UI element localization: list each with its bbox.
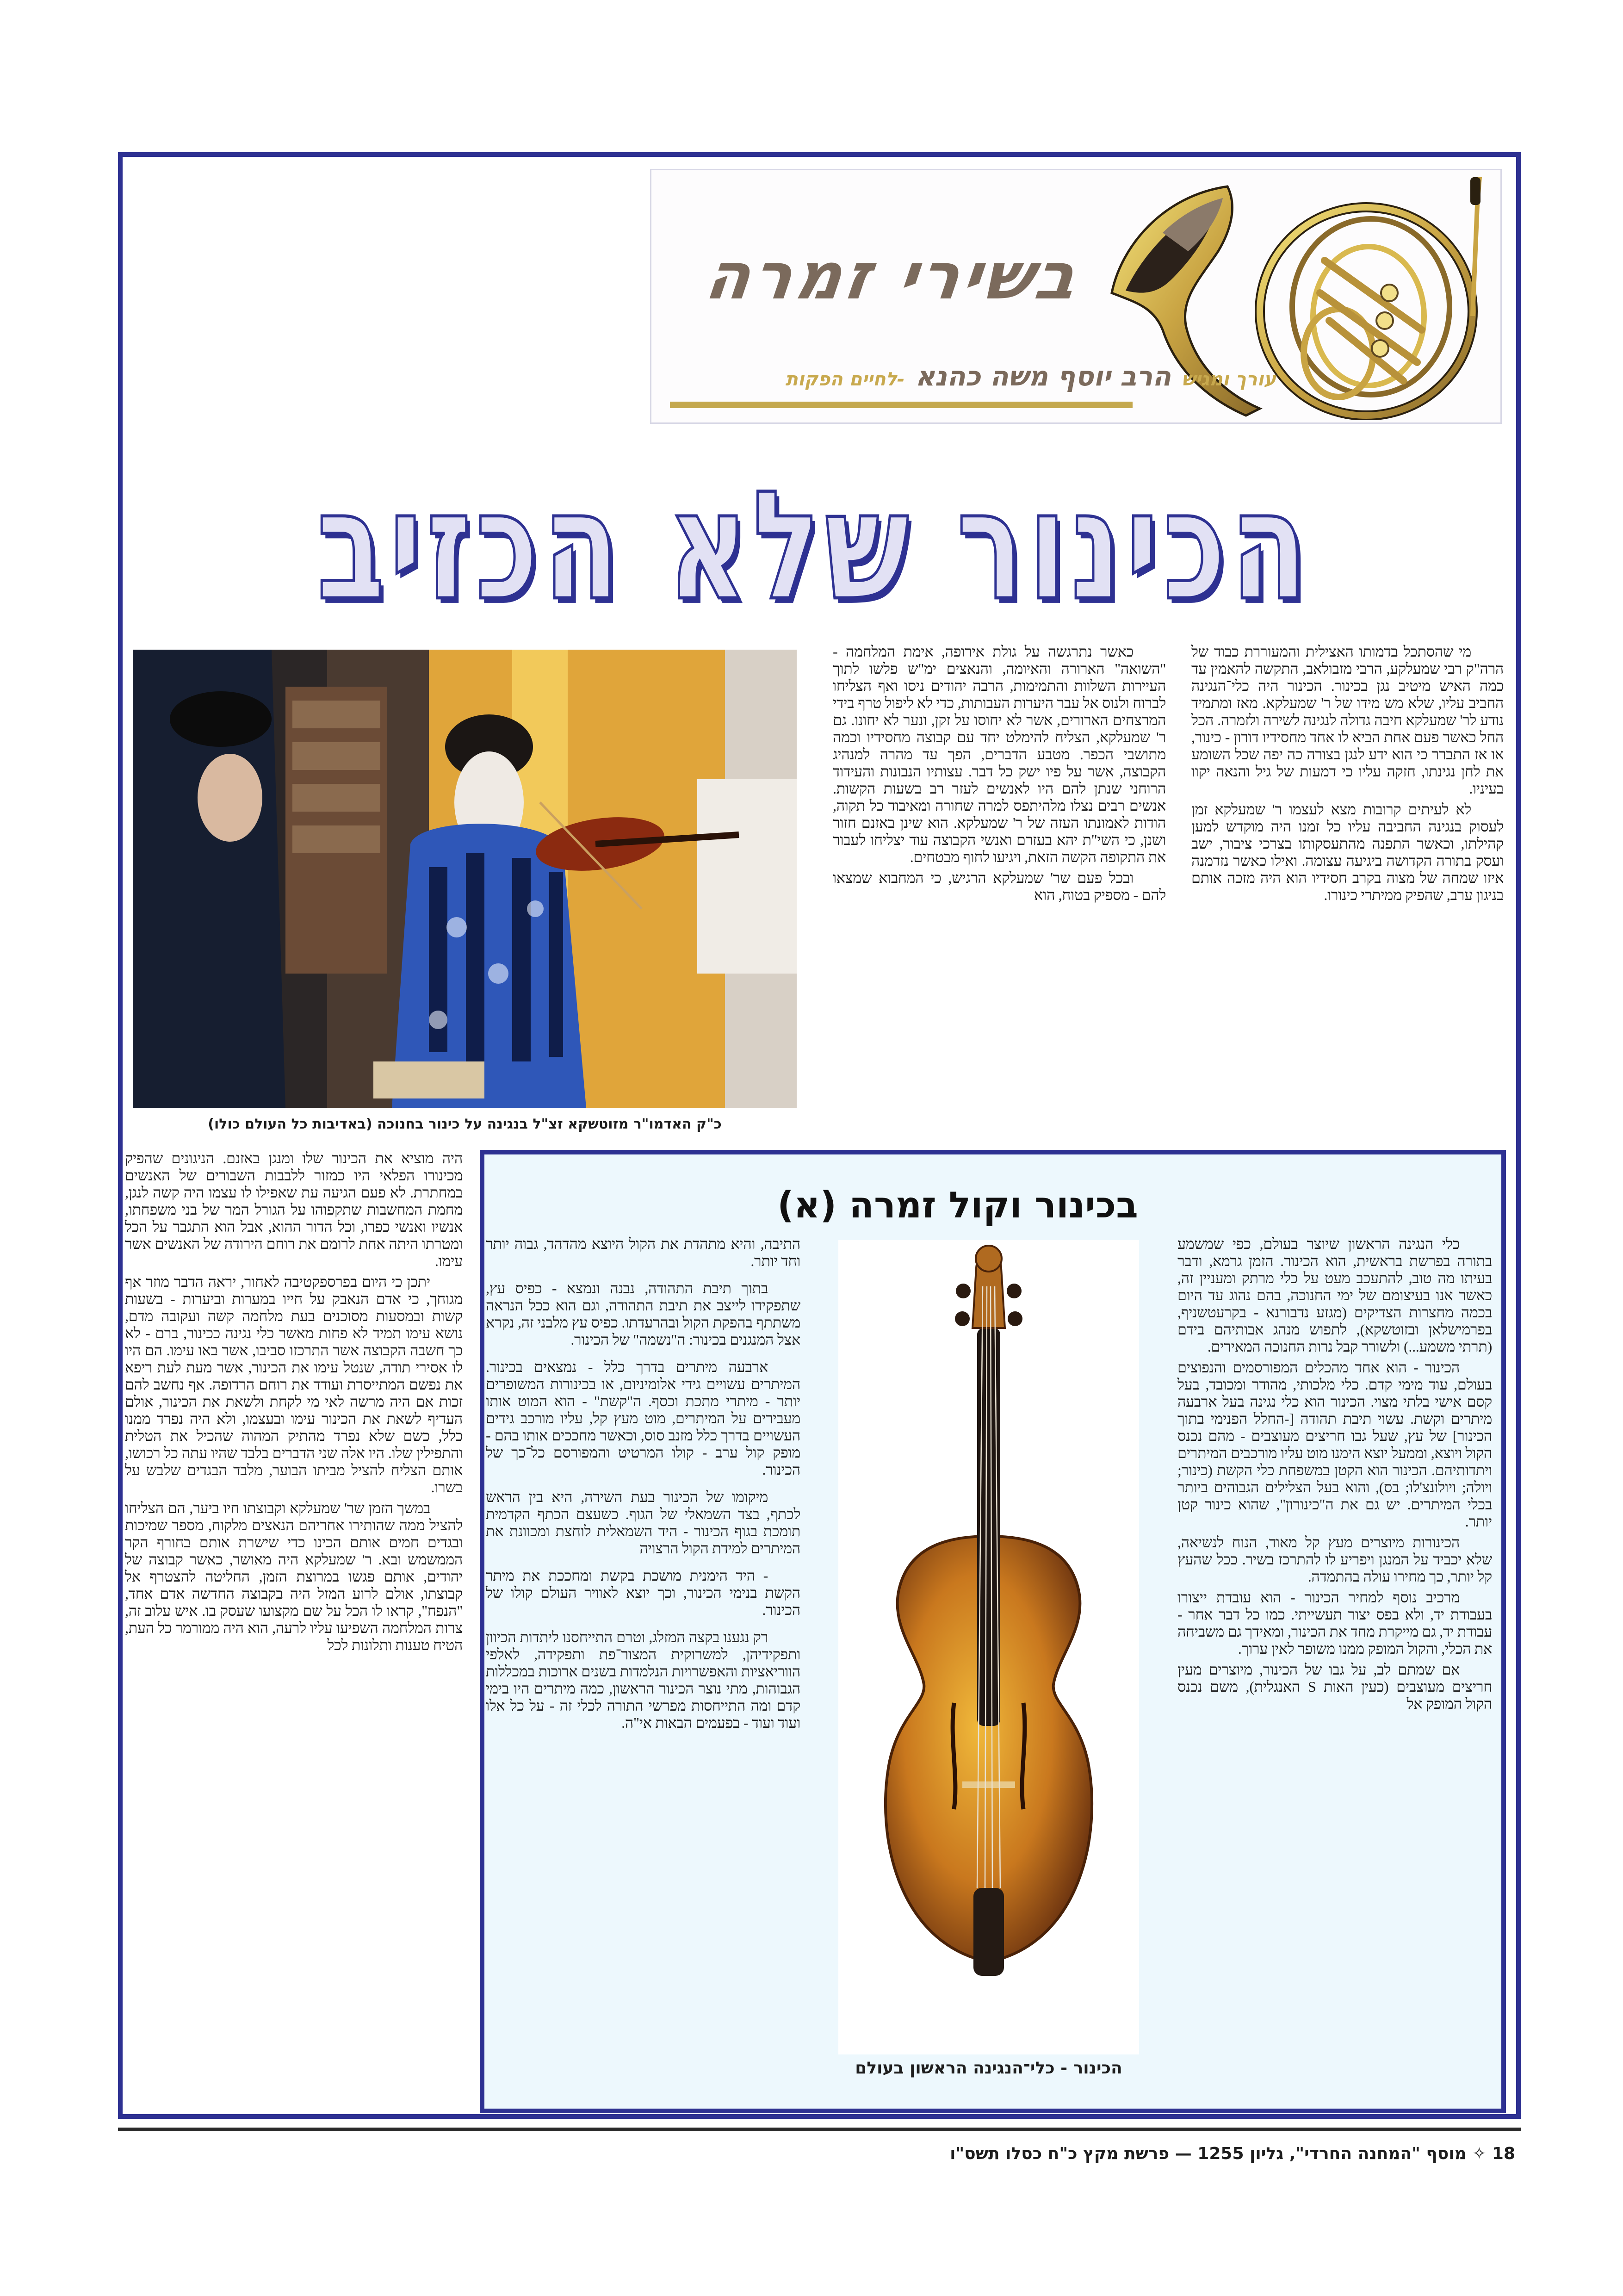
logo-byline xyxy=(661,358,1276,402)
paragraph: רק נגענו בקצה המזלג, וטרם התייחסנו ליתדות הכיוון ותפקידיהן, למשרוקית המצור־פת ותפקידה, לאלפי הווריאציות והאפשרויות הנלמדות בשנים ארוכות במכללות הגבוהות, מתי נוצר הכינור הראשון, כמה מיתרים היו בימי קדם ומה התייחסות מפרשי התורה לכלי זה - על כל אלו ועוד ועוד - בפעמים הבאות אי"ה. xyxy=(486,1629,800,1731)
paragraph: הכינורות מיוצרים מעץ קל מאוד, הנוח לנשיאה, שלא יכביד על המנגן ויפריע לו להתרכז בשיר. ככל שהעץ קל יותר, כך מחירו עולה בהתמדה. xyxy=(1177,1534,1492,1585)
paragraph: ובכל פעם שר' שמעלקא הרגיש, כי המחבוא שמצאו להם - מספיק בטוח, הוא xyxy=(833,869,1166,903)
violin-photo xyxy=(838,1240,1139,2054)
photo-rebbe-playing-violin xyxy=(133,650,797,1108)
page-number: 18 xyxy=(1492,2144,1515,2163)
article-column-right xyxy=(1191,643,1504,907)
page-footer xyxy=(601,2140,1515,2168)
diamond-icon: ✧ xyxy=(1466,2144,1487,2163)
article-column-middle xyxy=(833,643,1166,907)
paragraph: ארבעה מיתרים בדרך כלל - נמצאים בכינור. המיתרים עשויים גידי אלומיניום, או בכינורות המשופרים יותר - מיתרי מתכת וכסף. ה"קשת" - הוא המוט אותו מעבירים על המיתרים, מוט מעץ קל, עליו מורכב גידים העשויים בדרך כלל מזנב סוס, וכאשר מחככים אותו בהם - מופק קול ערב - קולו המרטיט והמפורסם כל־כך של הכינור. xyxy=(486,1359,800,1478)
violin-caption: הכינור - כלי־הנגינה הראשון בעולם xyxy=(855,2059,1122,2078)
paragraph: מי שהסתכל בדמותו האצילית והמעוררת כבוד של הרה"ק רבי שמעלקע, הרבי מזבולאב, התקשה להאמין עד כמה האיש מיטיב נגן בכינור. הכינור היה כלי־הנגינה החביב עליו, שלא מש מידו של ר' שמעלקא. מאז ומתמיד נודע לר' שמעלקא חיבה גדולה לנגינה לשירה ולזמרה. הכל החל כאשר פעם אחת הביא לו אחד מחסידיו דורון - כינור, או אז התברר כי הוא ידע לנגן בצורה כה יפה שכל השומע את לחן נגינתו, חזקה עליו כי דמעות של גיל והנאה יקוו בעיניו. xyxy=(1191,643,1504,797)
logo-byline-prefix: עורך ומגיש xyxy=(1182,369,1276,390)
article-column-left xyxy=(125,1150,463,1657)
paragraph: מיקומו של הכינור בעת השירה, היא בין הראש לכתף, בצד השמאלי של הגוף. כשעצם הכתף הקדמית תומכת בגוף הכינור - היד השמאלית לוחצת ומכוונת את המיתרים למידת הקול הרצויה xyxy=(486,1489,800,1557)
paragraph: בתוך תיבת התהודה, נבנה ונמצא - כפיס עץ, שתפקידו לייצב את תיבת התהודה, וגם הוא ככל הנראה משתתף בהפקת הקול ובהרעדתו. כפיס עץ מלבני זה, נקרא אצל המנגנים בכינור: ה"נשמה" של הכינור. xyxy=(486,1280,800,1348)
paragraph: התיבה, והיא מתהדת את הקול היוצא מהדהד, גבוה יותר וחד יותר. xyxy=(486,1235,800,1269)
sidebar-column-left xyxy=(486,1235,800,1742)
logo-byline-suffix: -לחיים הפקות xyxy=(785,369,905,390)
footer-rule xyxy=(118,2128,1521,2131)
paragraph: הכינור - הוא אחד מהכלים המפורסמים והנפוצים בעולם, עוד מימי קדם. כלי מלכותי, מהודר ומכובד, בעל קסם אישי בלתי מצוי. הכינור הוא כלי נגינה בעל ארבעה מיתרים וקשת. עשוי תיבת תהודה [-החלל הפנימי בתוך הכינור] של עץ, שעל גבו חריצים מעוצבים - מהם נכנס הקול ויוצא, וממעל יוצא הימנו מוט עליו מורכבים המיתרים ויתדותיהם. הכינור הוא הקטן במשפחת כלי הקשת (כינור; ויולה; ויולונצ'לו; בס), והוא בעל הצלילים הגבוהים ביותר בכלי המיתרים. יש גם את ה"כינורון", שהוא כינור קטן יותר. xyxy=(1177,1359,1492,1530)
paragraph: מרכיב נוסף למחיר הכינור - הוא עובדת ייצורו בעבודת יד, ולא בפס יצור תעשייתי. כמו כל דבר אחר - עבודת יד, גם מייקרת מחד את הכינור, ומאידך גם משביחה את הכלי, והקול המופק ממנו משופר לאין ערוך. xyxy=(1177,1589,1492,1657)
paragraph: כאשר נתרגשה על גולת אירופה, אימת המלחמה - "השואה" הארורה והאיומה, והנאצים ימ"ש פלשו לתוך העיירות השלוות והתמימות, הרבה יהודים ניסו ואף הצליחו לברוח ולנוס אל עבר היערות העבותות, כדי לא ליפול טרף בידי המרצחים הארורים, אשר לא יחוסו על זקן, ונער לא יחונו. גם ר' שמעלקא, הצליח להימלט יחד עם קבוצה מחסידיו וכמה מתושבי הכפר. מטבע הדברים, הפך עד מהרה למנהיג הקבוצה, אשר על פיו ישק כל דבר. עצותיו הנבונות והעידוד הרוחני שנתן להם היו לאנשים לעזר רב בשעות הקשות. אנשים רבים נצלו מלהיתפס למרה שחורה ומאיבוד כל תקוה, הודות לאמונתו העזה של ר' שמעלקא. הוא שינן באזנם חזור ושנן, כי השי"ת יהא בעזרם ואנשי הקבוצה עוד יצליחו לעבור את התקופה הקשה הזאת, ויגיעו לחוף מבטחים. xyxy=(833,643,1166,865)
paragraph: - היד הימנית מושכת בקשת ומחככת את מיתר הקשת בנימי הכינור, וכך יוצא לאוויר העולם קולו של הכינור. xyxy=(486,1567,800,1618)
paragraph: לא לעיתים קרובות מצא לעצמו ר' שמעלקא זמן לעסוק בנגינה החביבה עליו כל זמנו היה מוקדש למען קהילתו, וכאשר התפנה מהתעסקותו בצרכי ציבור, ישב ועסק בתורה הקדושה ביגיעה עצומה. ואילו כאשר נזדמנה איזו שמחה של מצוה בקרב חסידיו הוא היה מזכה אותם בניגון ערב, שהפיק ממיתרי כינורו. xyxy=(1191,801,1504,903)
sidebar-column-right xyxy=(1177,1235,1492,1716)
footer-text: מוסף "המחנה החרדי", גליון 1255 — פרשת מקץ כ"ח כסלו תשס"ו xyxy=(950,2144,1467,2163)
photo-image xyxy=(133,650,797,1108)
paragraph: כלי הנגינה הראשון שיוצר בעולם, כפי שמשמע בתורה בפרשת בראשית, הוא הכינור. הזמן גרמא, ודבר בעיתו מה טוב, להתעכב מעט על כלי מרתק ומעניין זה, כאשר אנו בעיצומם של ימי החנוכה, בהם נהוג עד היום בכמה מחצרות הצדיקים (מגזע נדבורנא - בקרעטשניף, בפרמישלאן ובזוטשקא), לתפוש מנהג אבותיהם בידם (תרתי משמע...) ולשורר קבל נרות החנוכה המאירים. xyxy=(1177,1235,1492,1355)
logo-title: בשירי זמרה xyxy=(700,239,1084,314)
violin-image xyxy=(838,1240,1139,2054)
logo-gold-line xyxy=(670,402,1133,408)
paragraph: היה מוציא את הכינור שלו ומנגן באזנם. הניגונים שהפיק מכינורו הפלאי היו כמזור ללבבות השבורים של האנשים במחתרת. לא פעם הגיעה עת שאפילו לו עצמו היה קשה לנגן, מחמת המחשבות שתקפוהו על הגורל המר של בני משפחתו, אנשיו ואנשי כפרו, וכל הדור ההוא, אבל הוא התגבר על הכל ומטרתו היתה אחת לרומם את רוחם הירודה של האנשים אשר עימו. xyxy=(125,1150,463,1269)
photo-caption: כ"ק האדמו"ר מזוטשקא זצ"ל בנגינה על כינור בחנוכה (באדיבות כל העולם כולו) xyxy=(208,1116,722,1132)
paragraph: יתכן כי היום בפרספקטיבה לאחור, יראה הדבר מוזר אף מגוחך, כי אדם הנאבק על חייו במערות וביערות - בשעות קשות ובמסעות מסוכנים בעת מלחמה קשה ועקובה מדם, נושא עימו תמיד לא פחות מאשר כלי נגינה ככינור, ברם - לא כך חשבה הקבוצה אשר התרכזו סביבו, אשר באו עימו. הם היו לו אסירי תודה, שנטל עימו את הכינור, אשר מעת לעת ריפא את נפשם המתייסרת ועודד את רוחם הרדופה. אף נחשב להם זכות אם היה מרשה לאי מי לקחת ולשאת את הכינור, אולם העדיף לשאת את הכינור עימו ובעצמו, ולא היה נפרד ממנו כלל, כשם שלא נפרד מהתיק המהוה שהכיל את הטלית והתפילין שלו. היו אלה שני הדברים בלבד שהיו עתה כל רכושו, אותם הצליח להציל מביתו הבוער, מלבד הבגדים שלבש על בשרו. xyxy=(125,1273,463,1496)
article-title: הכינור שלא הכזיב xyxy=(316,459,1312,633)
logo-byline-name: הרב יוסף משה כהנא xyxy=(915,360,1171,392)
column-logo xyxy=(650,169,1502,424)
paragraph: אם שמתם לב, על גבו של הכינור, מיוצרים מעין חריצים מעוצבים (כעין האות S האנגלית), משם נכנס הקול המופק אל xyxy=(1177,1661,1492,1712)
paragraph: במשך הזמן שר' שמעלקא וקבוצתו חיו ביער, הם הצליחו להציל ממה שהותירו אחריהם הנאצים מלקוח, מספר שמיכות ובגדים חמים אותם הכינו כדי שישרת אותם בחורף הקר הממשמש ובא. ר' שמעלקא היה מאושר, כאשר קבוצה של יהודים, אותם פגשו במרוצת הזמן, החליטה להצטרף אל קבוצתו, אולם לרוע המזל היה בקבוצה החדשה אדם אחד, "הנפח", קראו לו הכל על שם מקצועו שעסק בו. איש עלוב זה, צרות המלחמה השפיעו עליו לרעה, הוא היה ממורמר כל העת, הטיח טענות ותלונות לכל xyxy=(125,1500,463,1653)
sidebar-title: בכינור וקול זמרה (א) xyxy=(777,1185,1138,1226)
